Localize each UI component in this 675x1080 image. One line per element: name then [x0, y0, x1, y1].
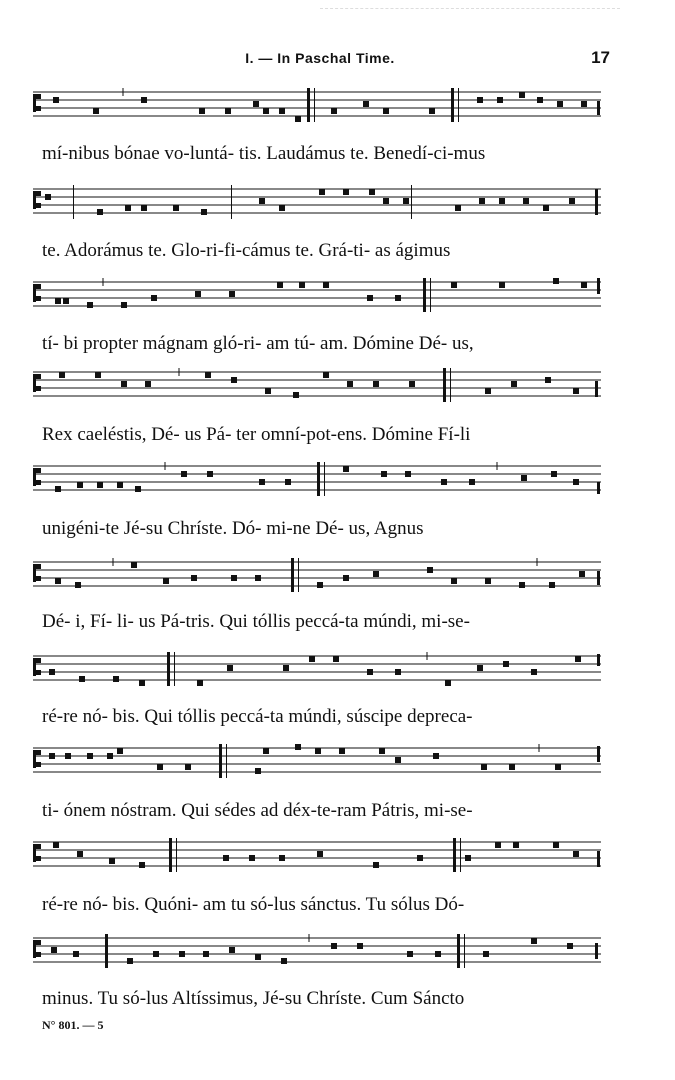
music-staff-6 [33, 558, 601, 592]
lyric-line-10: minus. Tu só-lus Altíssimus, Jé-su Chríste. Cum Sáncto [42, 988, 465, 1009]
footer-note: N° 801. — 5 [42, 1018, 104, 1032]
music-staff-4 [33, 368, 601, 402]
music-staff-8 [33, 744, 601, 778]
music-staff-7 [33, 652, 601, 686]
lyric-line-6: Dé- i, Fí- li- us Pá-tris. Qui tóllis peccá-ta múndi, mi-se- [42, 611, 470, 632]
lyric-line-5: unigéni-te Jé-su Chríste. Dó- mi-ne Dé- us, Agnus [42, 518, 424, 539]
page-header [30, 50, 610, 72]
top-edge-rule [320, 8, 620, 10]
music-staff-10 [33, 934, 601, 968]
page-number: 17 [591, 48, 610, 67]
music-staff-1 [33, 88, 601, 122]
music-staff-9 [33, 838, 601, 872]
lyric-line-9: ré-re nó- bis. Quóni- am tu só-lus sánctus. Tu sólus Dó- [42, 894, 465, 915]
music-staff-5 [33, 462, 601, 496]
lyric-line-2: te. Adorámus te. Glo-ri-fi-cámus te. Grá-ti- as ágimus [42, 240, 451, 261]
lyric-line-3: tí- bi propter mágnam gló-ri- am tú- am. Dómine Dé- us, [42, 333, 474, 354]
music-staff-2 [33, 185, 601, 219]
lyric-line-4: Rex caeléstis, Dé- us Pá- ter omní-pot-ens. Dómine Fí-li [42, 424, 471, 445]
section-title: I. — In Paschal Time. [245, 50, 395, 66]
music-staff-3 [33, 278, 601, 312]
lyric-line-8: ti- ónem nóstram. Qui sédes ad déx-te-ram Pátris, mi-se- [42, 800, 473, 821]
lyric-line-1: mí-nibus bónae vo-luntá- tis. Laudámus te. Benedí-ci-mus [42, 143, 486, 164]
lyric-line-7: ré-re nó- bis. Qui tóllis peccá-ta múndi, súscipe depreca- [42, 706, 473, 727]
